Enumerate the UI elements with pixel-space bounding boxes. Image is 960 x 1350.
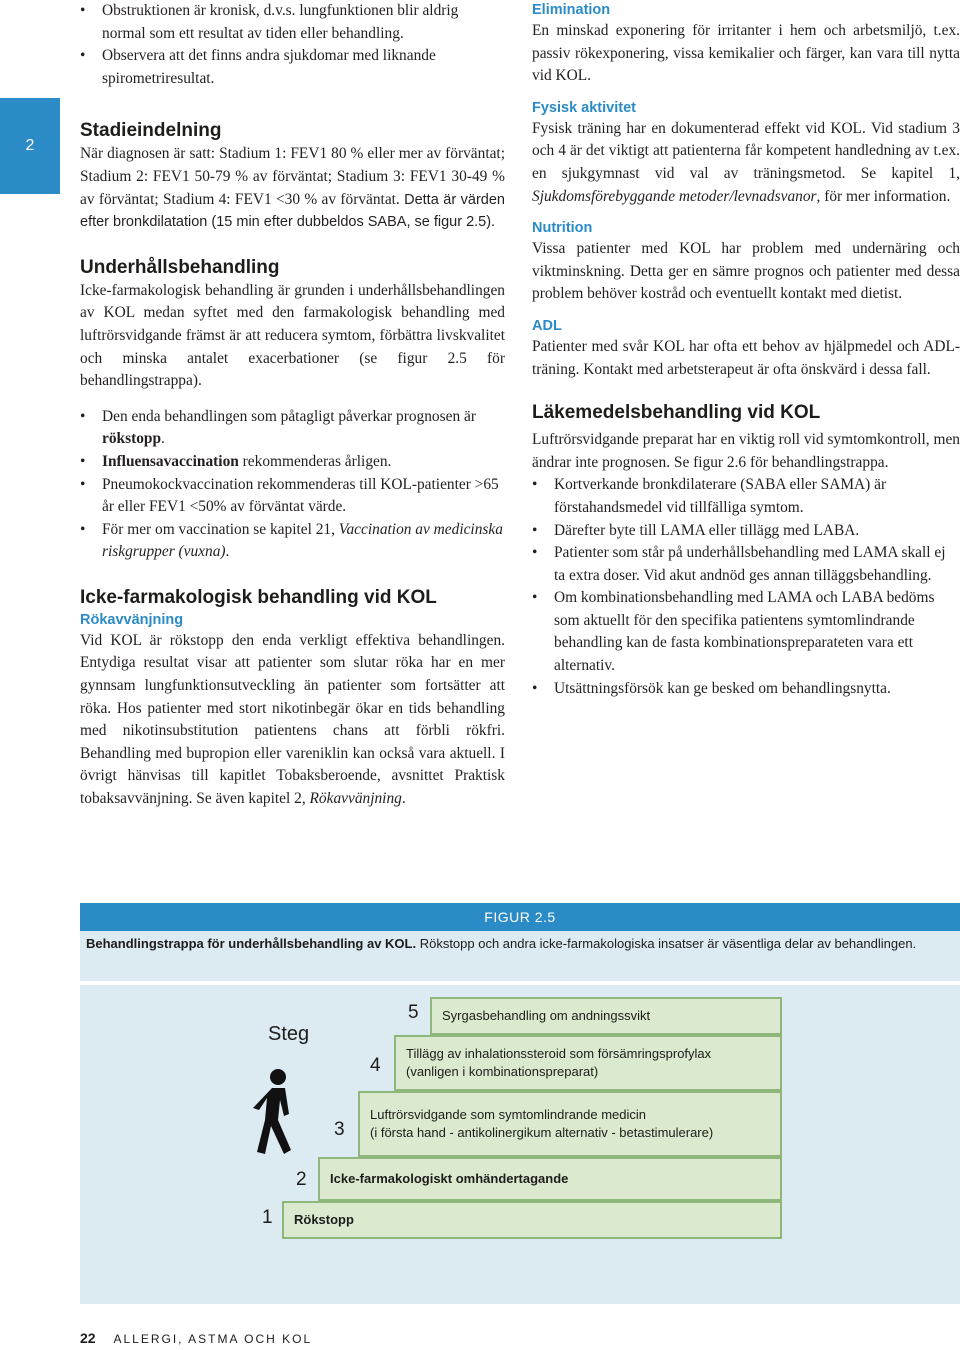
step-number-5: 5 [408, 1002, 419, 1023]
page-number: 22 [80, 1330, 96, 1346]
subsection-title-adl: ADL [532, 317, 562, 334]
list-item: • Patienter som står på underhållsbehandling med LAMA skall ej ta extra doser. Vid akut andnöd ges annan tilläggsbehandling. [532, 542, 960, 587]
list-item: • Influensavaccination rekommenderas årligen. [80, 451, 505, 474]
top-bullet-list [80, 0, 505, 90]
lakemedel-bullet-list [532, 474, 960, 700]
running-title: ALLERGI, ASTMA OCH KOL [113, 1332, 313, 1346]
right-column [532, 0, 960, 700]
step-4: Tillägg av inhalationssteroid som försämringsprofylax (vanligen i kombinationspreparat) [394, 1035, 782, 1091]
step-number-2: 2 [296, 1169, 307, 1190]
step-1: Rökstopp [282, 1201, 782, 1239]
subsection-title-fysisk-aktivitet: Fysisk aktivitet [532, 99, 636, 116]
figure-caption: Behandlingstrappa för underhållsbehandling av KOL. Rökstopp och andra icke-farmakologiska insatser är väsentliga delar av behandlingen. [86, 936, 917, 951]
fysisk-paragraph: Fysisk träning har en dokumenterad effekt vid KOL. Vid stadium 3 och 4 är det viktigt att patienterna får kompetent handledning av t.ex. en sjukgymnast vid val av träningsmetod. Se kapitel 1, Sjukdomsförebyggande metoder/levnadsvanor, för mer information. [532, 119, 960, 205]
step-3: Luftrörsvidgande som symtomlindrande medicin (i första hand - antikolinergikum alternativ - betastimulerare) [358, 1091, 782, 1157]
walking-person-icon [245, 1068, 305, 1158]
list-item: • Om kombinationsbehandling med LAMA och LABA bedöms som aktuellt för den specifika patientens symtomlindrande behandling kan de fasta kombinationspreparateten vara ett alternativ. [532, 587, 960, 677]
list-item: • Pneumokockvaccination rekommenderas till KOL-patienter >65 år eller FEV1 <50% av förväntat värde. [80, 474, 505, 519]
underhall-bullet-list [80, 406, 505, 564]
lakemedel-paragraph: Luftrörsvidgande preparat har en viktig roll vid symtomkontroll, men ändrar inte prognosen. Se figur 2.6 för behandlingstrappa. [532, 431, 960, 471]
figure-label: FIGUR 2.5 [80, 903, 960, 931]
section-title-icke-farmakologisk: Icke-farmakologisk behandling vid KOL [80, 586, 437, 608]
list-item: • Observera att det finns andra sjukdomar med liknande spirometriresultat. [80, 45, 505, 90]
stadie-paragraph [80, 143, 505, 233]
figure-2-5 [80, 903, 960, 1304]
subsection-title-nutrition: Nutrition [532, 220, 593, 237]
subsection-title-elimination: Elimination [532, 2, 611, 18]
list-item: • För mer om vaccination se kapitel 21, Vaccination av medicinska riskgrupper (vuxna). [80, 519, 505, 564]
step-number-1: 1 [262, 1207, 273, 1228]
step-2: Icke-farmakologiskt omhändertagande [318, 1157, 782, 1201]
section-title-underhallsbehandling: Underhållsbehandling [80, 256, 280, 278]
underhall-paragraph: Icke-farmakologisk behandling är grunden i underhållsbehandlingen av KOL medan syftet med den farmakologisk behandling med luftrörsvidgande främst är att reducera symtom, förbättra livskvalitet och minska antalet exacerbationer (se figur 2.5 för behandlingstrappa). [80, 281, 505, 390]
elimination-paragraph: En minskad exponering för irritanter i hem och arbetsmiljö, t.ex. passiv rökexponering, vissa kemikalier och färger, kan vara till nytta vid KOL. [532, 22, 960, 85]
rokavvanjning-paragraph: Vid KOL är rökstopp den enda verkligt effektiva behandlingen. Entydiga resultat visar att patienter som slutar röka har en mer gynnsam lungfunktionsutveckling än patienter som fortsätter att röka. Hos patienter med stort nikotinbegär ökar en tids behandling med nikotinsubstitution patientens chans att förbli rökfri. Behandling med bupropion eller vareniklin kan också vara aktuell. I övrigt hänvisas till kapitlet Tobaksberoende, avsnittet Praktisk tobaksavvänjning. Se även kapitel 2, Rökavvänjning. [80, 631, 505, 808]
section-title-stadieindelning: Stadieindelning [80, 120, 222, 142]
treatment-staircase [80, 985, 960, 1304]
step-5: Syrgasbehandling om andningssvikt [430, 997, 782, 1035]
list-item: • Den enda behandlingen som påtagligt påverkar prognosen är rökstopp. [80, 406, 505, 451]
adl-paragraph: Patienter med svår KOL har ofta ett behov av hjälpmedel och ADL-träning. Kontakt med arbetsterapeut är ofta önskvärd i dessa fall. [532, 337, 960, 378]
page-footer [80, 1330, 312, 1346]
stadie-text-1: När diagnosen är satt: Stadium 1: FEV1 80 % eller mer av förväntat; Stadium 2: FEV1 50-79 % av förväntat; Stadium 3: FEV1 30-49 % av förväntat; Stadium 4: FEV1 <30 % av förväntat. [80, 145, 505, 208]
section-title-lakemedelsbehandling: Läkemedelsbehandling vid KOL [532, 402, 821, 424]
step-number-4: 4 [370, 1055, 381, 1076]
nutrition-paragraph: Vissa patienter med KOL har problem med undernäring och viktminskning. Detta ger en sämre prognos och patienter med dessa problem behöver kostråd och eventuellt kontakt med dietist. [532, 240, 960, 303]
list-item: • Kortverkande bronkdilaterare (SABA eller SAMA) är förstahandsmedel vid tillfälliga symtom. [532, 474, 960, 519]
list-item: • Utsättningsförsök kan ge besked om behandlingsnytta. [532, 678, 960, 701]
left-column [80, 0, 505, 811]
list-item: • Därefter byte till LAMA eller tillägg med LABA. [532, 520, 960, 543]
steg-label: Steg [268, 1023, 310, 1045]
stadie-text-2: Detta är värden efter bronkdilatation (15 min efter dubbeldos SABA, se figur 2.5). [80, 191, 505, 231]
list-item: • Obstruktionen är kronisk, d.v.s. lungfunktionen blir aldrig normal som ett resultat av tiden eller behandling. [80, 0, 505, 45]
step-number-3: 3 [334, 1119, 345, 1140]
chapter-tab: 2 [0, 98, 60, 194]
subsection-title-rokavvanjning: Rökavvänjning [80, 611, 184, 628]
